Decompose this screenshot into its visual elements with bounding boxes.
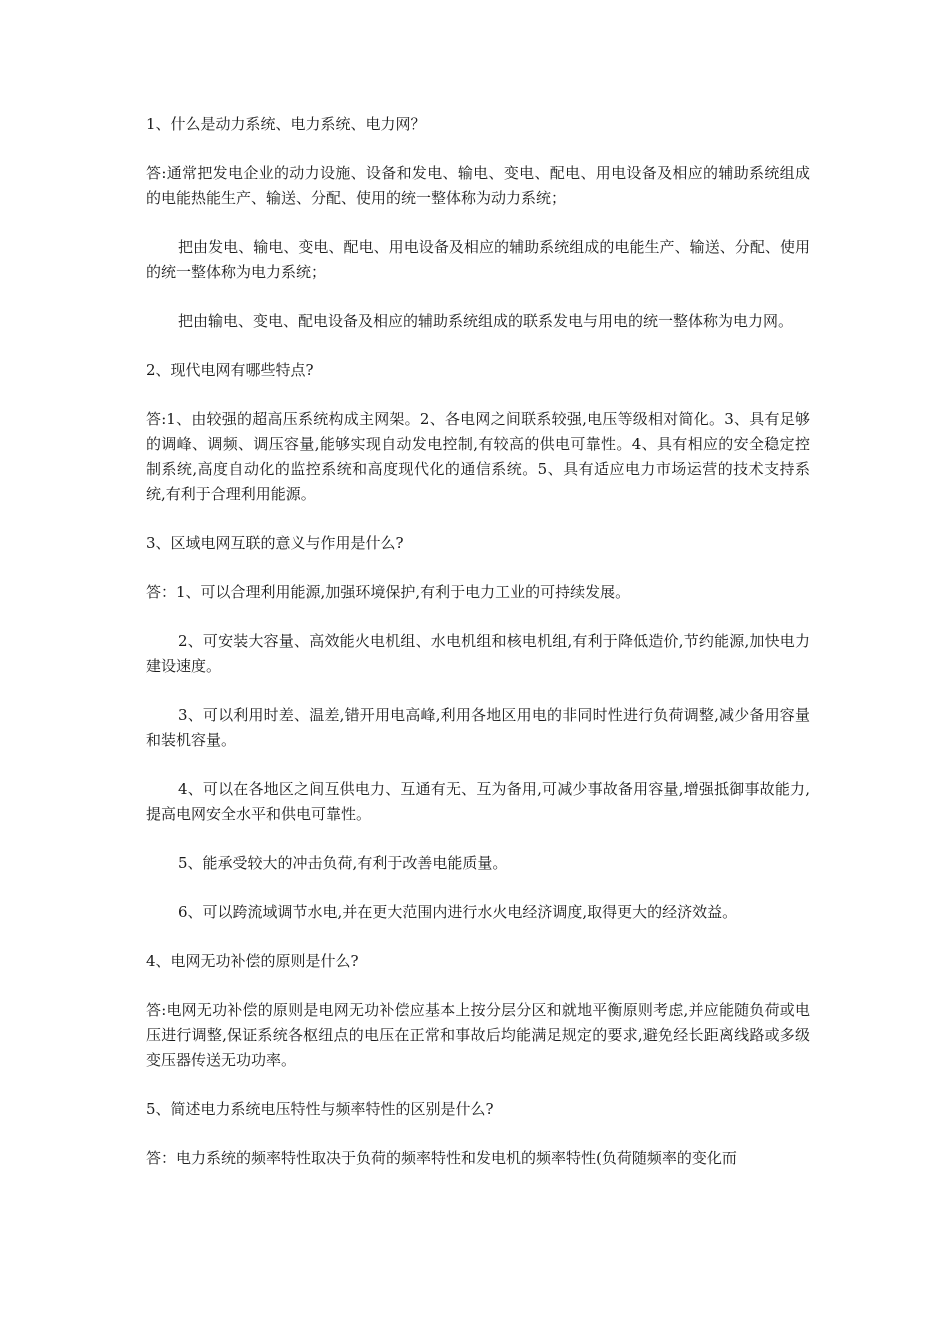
question-2: 2、现代电网有哪些特点?	[146, 361, 314, 379]
question-1: 1、什么是动力系统、电力系统、电力网？	[146, 115, 426, 133]
answer-3-paragraph: 3、可以利用时差、温差,错开用电高峰,利用各地区用电的非同时性进行负荷调整,减少备用容量和装机容量。	[146, 706, 810, 749]
answer-3-paragraph: 6、可以跨流域调节水电,并在更大范围内进行水火电经济调度,取得更大的经济效益。	[178, 903, 738, 921]
answer-1-paragraph: 把由输电、变电、配电设备及相应的辅助系统组成的联系发电与用电的统一整体称为电力网。	[178, 312, 794, 330]
answer-3-paragraph: 4、可以在各地区之间互供电力、互通有无、互为备用,可减少事故备用容量,增强抵御事故能力,提高电网安全水平和供电可靠性。	[146, 780, 810, 823]
question-4: 4、电网无功补偿的原则是什么?	[146, 952, 359, 970]
answer-3-paragraph: 答：1、可以合理利用能源,加强环境保护,有利于电力工业的可持续发展。	[146, 583, 631, 601]
question-3: 3、区域电网互联的意义与作用是什么?	[146, 534, 404, 552]
answer-5-paragraph: 答：电力系统的频率特性取决于负荷的频率特性和发电机的频率特性(负荷随频率的变化而	[146, 1149, 737, 1167]
answer-3-paragraph: 5、能承受较大的冲击负荷,有利于改善电能质量。	[178, 854, 508, 872]
question-5: 5、简述电力系统电压特性与频率特性的区别是什么?	[146, 1100, 494, 1118]
answer-1-paragraph: 答:通常把发电企业的动力设施、设备和发电、输电、变电、配电、用电设备及相应的辅助系统组成的电能热能生产、输送、分配、使用的统一整体称为动力系统；	[146, 164, 810, 207]
answer-2-paragraph: 答:1、由较强的超高压系统构成主网架。2、各电网之间联系较强,电压等级相对简化。3、具有足够的调峰、调频、调压容量,能够实现自动发电控制,有较高的供电可靠性。4、具有相应的安全稳定控制系统,高度自动化的监控系统和高度现代化的通信系统。5、具有适应电力市场运营的技术支持系统,有利于合理利用能源。	[146, 410, 810, 503]
answer-1-paragraph: 把由发电、输电、变电、配电、用电设备及相应的辅助系统组成的电能生产、输送、分配、使用的统一整体称为电力系统；	[146, 238, 810, 281]
document-page	[146, 112, 810, 1195]
answer-3-paragraph: 2、可安装大容量、高效能火电机组、水电机组和核电机组,有利于降低造价,节约能源,加快电力建设速度。	[146, 632, 810, 675]
answer-4-paragraph: 答:电网无功补偿的原则是电网无功补偿应基本上按分层分区和就地平衡原则考虑,并应能随负荷或电压进行调整,保证系统各枢纽点的电压在正常和事故后均能满足规定的要求,避免经长距离线路或多级变压器传送无功功率。	[146, 1001, 810, 1069]
